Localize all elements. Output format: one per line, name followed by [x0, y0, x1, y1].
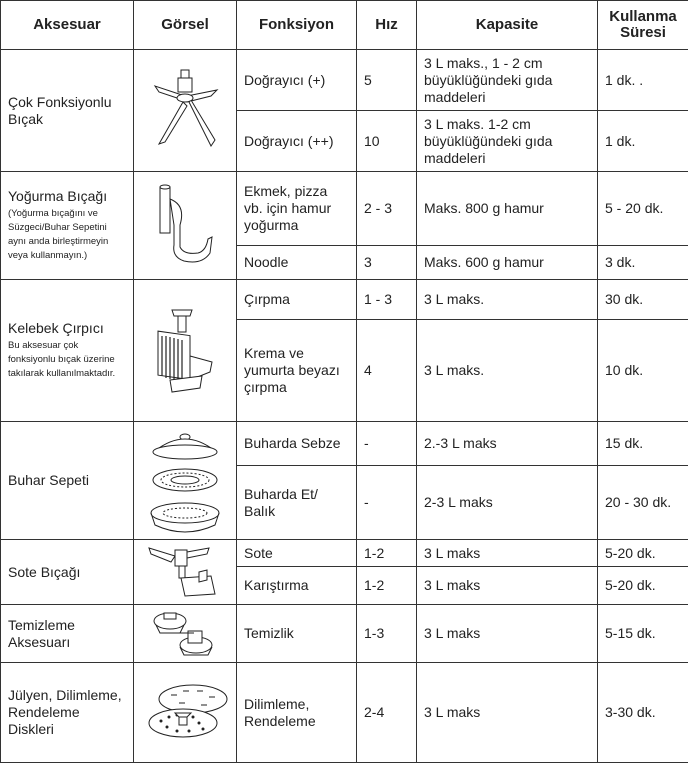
function-cell: Çırpma — [237, 280, 357, 320]
header-speed: Hız — [357, 1, 417, 50]
duration-cell: 10 dk. — [598, 320, 688, 422]
duration-cell: 5-20 dk. — [598, 540, 688, 567]
image-cell — [134, 540, 237, 605]
duration-cell: 1 dk. — [598, 111, 688, 172]
function-cell: Krema ve yumurta beyazı çırpma — [237, 320, 357, 422]
accessory-cell — [1, 422, 134, 540]
saute-blade-icon — [145, 542, 225, 602]
capacity-cell: 3 L maks — [417, 605, 598, 663]
accessory-name: Kelebek Çırpıcı — [8, 320, 104, 336]
capacity-cell: 2-3 L maks — [417, 466, 598, 540]
accessory-name: Sote Bıçağı — [8, 563, 81, 580]
steam-basket-icon — [145, 425, 225, 537]
header-capacity: Kapasite — [417, 1, 598, 50]
image-cell — [134, 422, 237, 540]
butterfly-whisk-icon — [150, 306, 220, 396]
duration-cell: 5-15 dk. — [598, 605, 688, 663]
speed-cell: - — [357, 466, 417, 540]
capacity-cell: 2.-3 L maks — [417, 422, 598, 466]
duration-cell: 3 dk. — [598, 246, 688, 280]
header-image: Görsel — [134, 1, 237, 50]
function-cell: Dilimleme, Rendeleme — [237, 663, 357, 763]
capacity-cell: 3 L maks — [417, 567, 598, 605]
accessory-cell — [1, 540, 134, 605]
multi-function-blade-icon — [145, 66, 225, 156]
table-row — [1, 50, 688, 111]
capacity-cell: 3 L maks — [417, 663, 598, 763]
accessory-cell — [1, 280, 134, 422]
capacity-cell: 3 L maks. — [417, 320, 598, 422]
accessory-note: Bu aksesuar çok fonksiyonlu bıçak üzerine takılarak kullanılmaktadır. — [8, 340, 116, 379]
image-cell — [134, 50, 237, 172]
image-cell — [134, 663, 237, 763]
duration-cell: 20 - 30 dk. — [598, 466, 688, 540]
kneading-blade-icon — [150, 181, 220, 271]
function-cell: Buharda Sebze — [237, 422, 357, 466]
table-row — [1, 605, 688, 663]
image-cell — [134, 605, 237, 663]
accessory-cell — [1, 663, 134, 763]
duration-cell: 1 dk. . — [598, 50, 688, 111]
table-row — [1, 540, 688, 567]
speed-cell: 4 — [357, 320, 417, 422]
speed-cell: 10 — [357, 111, 417, 172]
speed-cell: - — [357, 422, 417, 466]
accessory-name: Çok Fonksiyonlu Bıçak — [8, 93, 112, 127]
image-cell — [134, 172, 237, 280]
duration-cell: 5-20 dk. — [598, 567, 688, 605]
speed-cell: 3 — [357, 246, 417, 280]
accessory-name: Buhar Sepeti — [8, 472, 89, 488]
speed-cell: 5 — [357, 50, 417, 111]
function-cell: Karıştırma — [237, 567, 357, 605]
table-row — [1, 663, 688, 763]
accessory-note: (Yoğurma bıçağını ve Süzgeci/Buhar Sepetini aynı anda birleştirmeyin veya kullanmayın.) — [8, 208, 109, 261]
function-cell: Ekmek, pizza vb. için hamur yoğurma — [237, 172, 357, 246]
accessory-name: Yoğurma Bıçağı — [8, 188, 108, 204]
capacity-cell: 3 L maks. — [417, 280, 598, 320]
function-cell: Doğrayıcı (+) — [237, 50, 357, 111]
duration-cell: 15 dk. — [598, 422, 688, 466]
function-cell: Noodle — [237, 246, 357, 280]
header-row — [1, 1, 688, 50]
table-row — [1, 172, 688, 246]
speed-cell: 2-4 — [357, 663, 417, 763]
function-cell: Buharda Et/ Balık — [237, 466, 357, 540]
accessory-cell — [1, 172, 134, 280]
header-duration: Kullanma Süresi — [598, 1, 688, 50]
table-row — [1, 280, 688, 320]
duration-cell: 5 - 20 dk. — [598, 172, 688, 246]
accessory-cell — [1, 605, 134, 663]
image-cell — [134, 280, 237, 422]
slicing-discs-icon — [137, 673, 233, 753]
cleaning-accessory-icon — [150, 607, 220, 661]
capacity-cell: 3 L maks. 1-2 cm büyüklüğündeki gıda maddeleri — [417, 111, 598, 172]
capacity-cell: 3 L maks., 1 - 2 cm büyüklüğündeki gıda maddeleri — [417, 50, 598, 111]
accessory-name: Temizleme Aksesuarı — [8, 616, 75, 650]
accessory-cell — [1, 50, 134, 172]
capacity-cell: 3 L maks — [417, 540, 598, 567]
speed-cell: 1-2 — [357, 540, 417, 567]
function-cell: Doğrayıcı (++) — [237, 111, 357, 172]
capacity-cell: Maks. 800 g hamur — [417, 172, 598, 246]
speed-cell: 1 - 3 — [357, 280, 417, 320]
speed-cell: 2 - 3 — [357, 172, 417, 246]
duration-cell: 3-30 dk. — [598, 663, 688, 763]
duration-cell: 30 dk. — [598, 280, 688, 320]
header-accessory: Aksesuar — [1, 1, 134, 50]
table-row — [1, 422, 688, 466]
capacity-cell: Maks. 600 g hamur — [417, 246, 598, 280]
speed-cell: 1-3 — [357, 605, 417, 663]
header-function: Fonksiyon — [237, 1, 357, 50]
function-cell: Temizlik — [237, 605, 357, 663]
speed-cell: 1-2 — [357, 567, 417, 605]
accessory-name: Jülyen, Dilimleme, Rendeleme Diskleri — [8, 687, 122, 737]
function-cell: Sote — [237, 540, 357, 567]
